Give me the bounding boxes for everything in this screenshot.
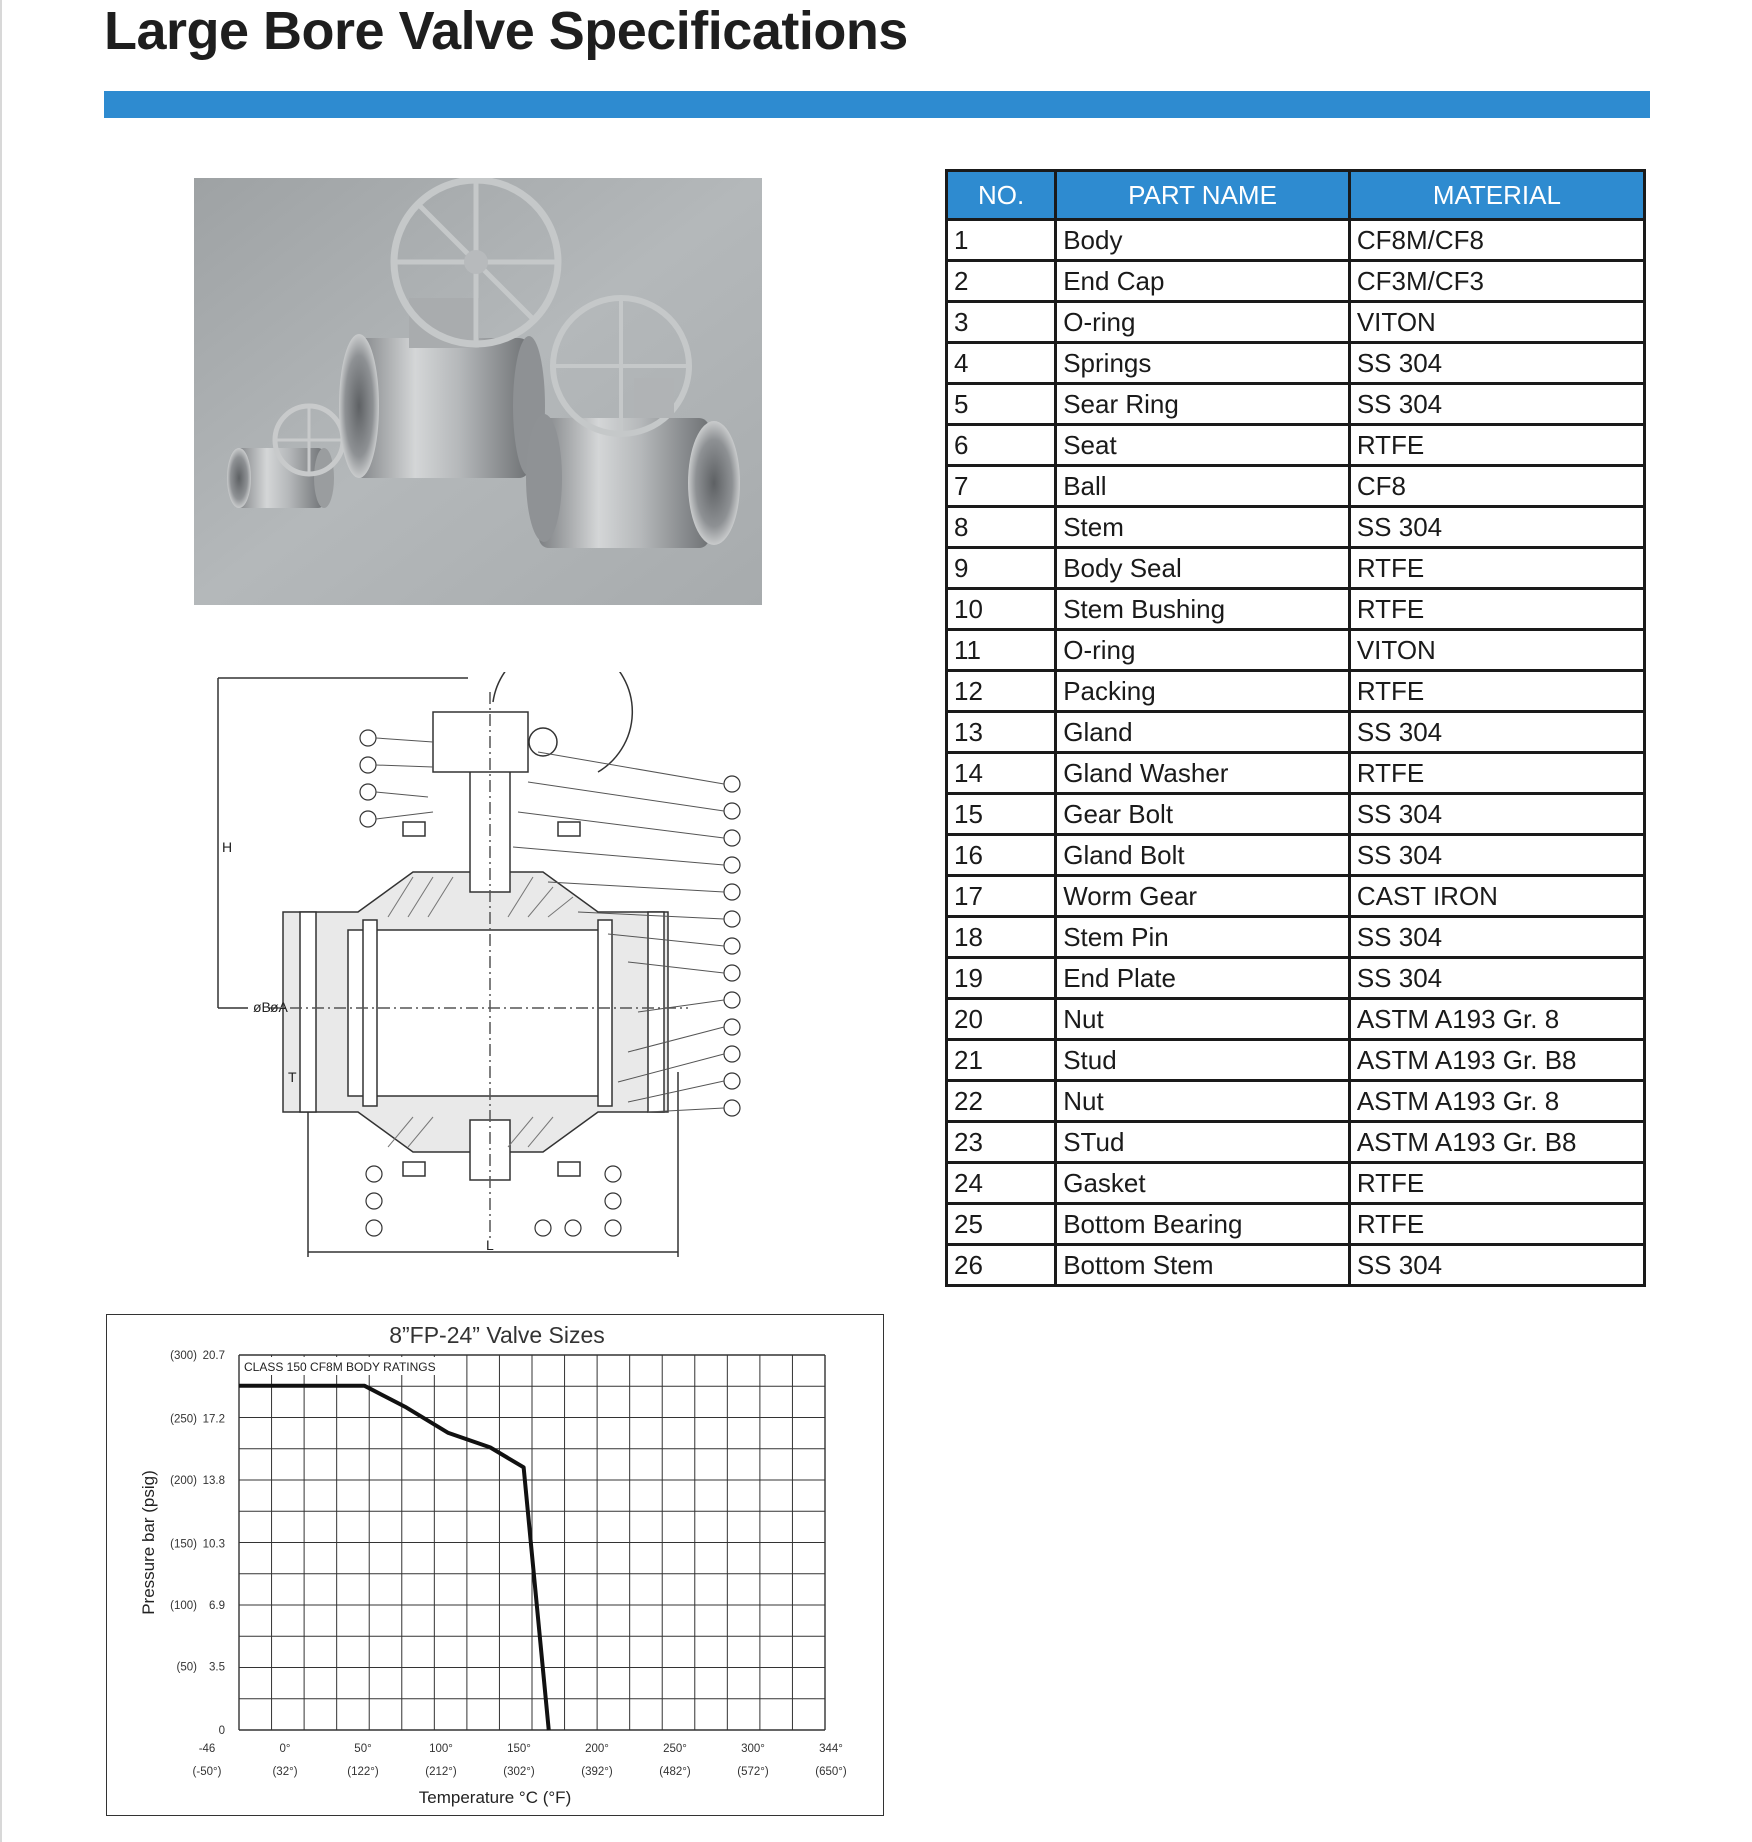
x-tick-label-f: (122°) — [347, 1766, 379, 1778]
cell-material: ASTM A193 Gr. 8 — [1349, 1081, 1644, 1122]
chart-annotation: CLASS 150 CF8M BODY RATINGS — [244, 1360, 436, 1374]
header-no: NO. — [947, 171, 1056, 220]
x-axis-label: Temperature °C (°F) — [418, 1788, 572, 1807]
cell-part-name: Body — [1056, 220, 1350, 261]
table-row — [947, 220, 1645, 261]
cell-material: SS 304 — [1349, 835, 1644, 876]
x-tick-label-c: 50° — [354, 1743, 372, 1755]
valve-section-drawing — [208, 672, 748, 1260]
header-material: MATERIAL — [1349, 171, 1644, 220]
cell-no: 11 — [947, 630, 1056, 671]
table-row — [947, 917, 1645, 958]
x-tick-label-f: (482°) — [659, 1766, 691, 1778]
cell-part-name: End Cap — [1056, 261, 1350, 302]
cell-part-name: Bottom Bearing — [1056, 1204, 1350, 1245]
y-tick-label-bar: 17.2 — [202, 1413, 225, 1426]
table-body — [947, 220, 1645, 1286]
table-row — [947, 261, 1645, 302]
drawing-label-b: øB — [253, 999, 271, 1015]
table-row — [947, 548, 1645, 589]
y-tick-label-bar: 13.8 — [202, 1475, 225, 1487]
table-row — [947, 794, 1645, 835]
cell-part-name: Gland — [1056, 712, 1350, 753]
cell-no: 15 — [947, 794, 1056, 835]
cell-part-name: Springs — [1056, 343, 1350, 384]
chart-svg — [107, 1315, 882, 1814]
table-row — [947, 958, 1645, 999]
chart-title: 8”FP-24” Valve Sizes — [389, 1322, 605, 1348]
cell-no: 23 — [947, 1122, 1056, 1163]
cell-material: SS 304 — [1349, 1245, 1644, 1286]
cell-no: 4 — [947, 343, 1056, 384]
table-row — [947, 1245, 1645, 1286]
cell-no: 22 — [947, 1081, 1056, 1122]
x-tick-label-c: -46 — [198, 1743, 216, 1755]
cell-no: 19 — [947, 958, 1056, 999]
cell-material: VITON — [1349, 302, 1644, 343]
drawing-label-l: L — [486, 1237, 494, 1253]
drawing-label-t: T — [288, 1069, 297, 1085]
cell-part-name: Gland Bolt — [1056, 835, 1350, 876]
cell-part-name: Gasket — [1056, 1163, 1350, 1204]
y-tick-label-psig: (50) — [176, 1661, 197, 1674]
table-row — [947, 302, 1645, 343]
cell-part-name: STud — [1056, 1122, 1350, 1163]
table-row — [947, 466, 1645, 507]
cell-material: SS 304 — [1349, 712, 1644, 753]
table-row — [947, 1081, 1645, 1122]
drawing-label-h: H — [222, 839, 233, 855]
y-tick-label-psig: (250) — [170, 1413, 197, 1426]
cell-material: RTFE — [1349, 671, 1644, 712]
cell-material: SS 304 — [1349, 384, 1644, 425]
table-row — [947, 1122, 1645, 1163]
table-row — [947, 712, 1645, 753]
cell-material: VITON — [1349, 630, 1644, 671]
x-tick-label-c: 200° — [585, 1743, 609, 1755]
cell-no: 20 — [947, 999, 1056, 1040]
series-line — [239, 1386, 549, 1730]
table-row — [947, 343, 1645, 384]
cell-part-name: Sear Ring — [1056, 384, 1350, 425]
cell-material: CAST IRON — [1349, 876, 1644, 917]
cell-part-name: Ball — [1056, 466, 1350, 507]
table-row — [947, 753, 1645, 794]
table-row — [947, 425, 1645, 466]
cell-material: ASTM A193 Gr. B8 — [1349, 1040, 1644, 1081]
y-tick-label-bar: 10.3 — [202, 1538, 225, 1551]
table-row — [947, 1040, 1645, 1081]
cell-no: 3 — [947, 302, 1056, 343]
cell-part-name: Bottom Stem — [1056, 1245, 1350, 1286]
cell-material: RTFE — [1349, 1204, 1644, 1245]
cell-no: 24 — [947, 1163, 1056, 1204]
valve-product-photo — [194, 178, 762, 605]
cell-no: 5 — [947, 384, 1056, 425]
cell-material: CF8M/CF8 — [1349, 220, 1644, 261]
header-part-name: PART NAME — [1056, 171, 1350, 220]
x-tick-label-c: 150° — [507, 1743, 531, 1755]
cell-no: 12 — [947, 671, 1056, 712]
cell-no: 25 — [947, 1204, 1056, 1245]
x-tick-label-f: (212°) — [425, 1766, 457, 1778]
table-row — [947, 507, 1645, 548]
y-axis-label: Pressure bar (psig) — [139, 1470, 158, 1615]
cell-part-name: O-ring — [1056, 630, 1350, 671]
cell-part-name: End Plate — [1056, 958, 1350, 999]
cell-part-name: Stem — [1056, 507, 1350, 548]
cell-material: SS 304 — [1349, 958, 1644, 999]
x-tick-label-c: 100° — [429, 1743, 453, 1755]
cell-part-name: Nut — [1056, 1081, 1350, 1122]
cell-no: 17 — [947, 876, 1056, 917]
x-tick-label-f: (302°) — [503, 1766, 535, 1778]
cell-part-name: Stud — [1056, 1040, 1350, 1081]
cell-material: RTFE — [1349, 425, 1644, 466]
table-row — [947, 671, 1645, 712]
y-tick-label-psig: (200) — [170, 1475, 197, 1487]
y-tick-label-bar: 20.7 — [202, 1350, 225, 1362]
y-tick-label-bar: 6.9 — [209, 1600, 225, 1612]
x-tick-label-f: (650°) — [815, 1766, 847, 1778]
drawing-label-a: øA — [270, 999, 288, 1015]
title-underline-bar — [104, 91, 1650, 118]
cell-no: 14 — [947, 753, 1056, 794]
y-tick-label-psig: (300) — [170, 1350, 197, 1362]
cell-part-name: Body Seal — [1056, 548, 1350, 589]
x-tick-label-f: (32°) — [272, 1766, 298, 1778]
cell-no: 13 — [947, 712, 1056, 753]
cell-no: 2 — [947, 261, 1056, 302]
cell-material: SS 304 — [1349, 794, 1644, 835]
cell-part-name: Gland Washer — [1056, 753, 1350, 794]
cell-material: RTFE — [1349, 548, 1644, 589]
cell-part-name: Worm Gear — [1056, 876, 1350, 917]
page-left-border — [0, 0, 2, 1842]
table-row — [947, 384, 1645, 425]
table-header-row — [947, 171, 1645, 220]
x-tick-label-f: (-50°) — [192, 1766, 222, 1778]
cell-no: 9 — [947, 548, 1056, 589]
cell-part-name: Stem Bushing — [1056, 589, 1350, 630]
page-title: Large Bore Valve Specifications — [104, 1, 908, 61]
cell-no: 21 — [947, 1040, 1056, 1081]
x-tick-label-c: 300° — [741, 1743, 765, 1755]
cell-material: RTFE — [1349, 753, 1644, 794]
cell-part-name: Seat — [1056, 425, 1350, 466]
y-tick-label-bar: 3.5 — [209, 1661, 225, 1674]
x-tick-label-c: 0° — [279, 1743, 291, 1755]
cell-material: SS 304 — [1349, 343, 1644, 384]
cell-part-name: Stem Pin — [1056, 917, 1350, 958]
table-row — [947, 1163, 1645, 1204]
cell-no: 16 — [947, 835, 1056, 876]
cell-no: 7 — [947, 466, 1056, 507]
table-row — [947, 999, 1645, 1040]
cell-no: 10 — [947, 589, 1056, 630]
cell-material: CF3M/CF3 — [1349, 261, 1644, 302]
y-tick-label-psig: (100) — [170, 1600, 197, 1612]
cell-material: ASTM A193 Gr. 8 — [1349, 999, 1644, 1040]
cell-material: ASTM A193 Gr. B8 — [1349, 1122, 1644, 1163]
cell-no: 18 — [947, 917, 1056, 958]
cell-part-name: Nut — [1056, 999, 1350, 1040]
cell-no: 8 — [947, 507, 1056, 548]
table-row — [947, 589, 1645, 630]
table-row — [947, 835, 1645, 876]
table-row — [947, 1204, 1645, 1245]
cell-part-name: Packing — [1056, 671, 1350, 712]
cell-material: CF8 — [1349, 466, 1644, 507]
table-row — [947, 876, 1645, 917]
cell-material: RTFE — [1349, 589, 1644, 630]
pressure-temperature-chart — [106, 1314, 884, 1816]
cell-part-name: Gear Bolt — [1056, 794, 1350, 835]
x-tick-label-f: (572°) — [737, 1766, 769, 1778]
x-tick-label-c: 250° — [663, 1743, 687, 1755]
cell-part-name: O-ring — [1056, 302, 1350, 343]
table-row — [947, 630, 1645, 671]
cell-material: SS 304 — [1349, 507, 1644, 548]
x-tick-label-c: 344° — [819, 1743, 843, 1755]
y-tick-label-psig: (150) — [170, 1538, 197, 1551]
cell-material: RTFE — [1349, 1163, 1644, 1204]
y-tick-label-bar: 0 — [218, 1725, 225, 1737]
parts-material-table — [945, 169, 1646, 1287]
cell-material: SS 304 — [1349, 917, 1644, 958]
cell-no: 1 — [947, 220, 1056, 261]
cell-no: 6 — [947, 425, 1056, 466]
cell-no: 26 — [947, 1245, 1056, 1286]
x-tick-label-f: (392°) — [581, 1766, 613, 1778]
